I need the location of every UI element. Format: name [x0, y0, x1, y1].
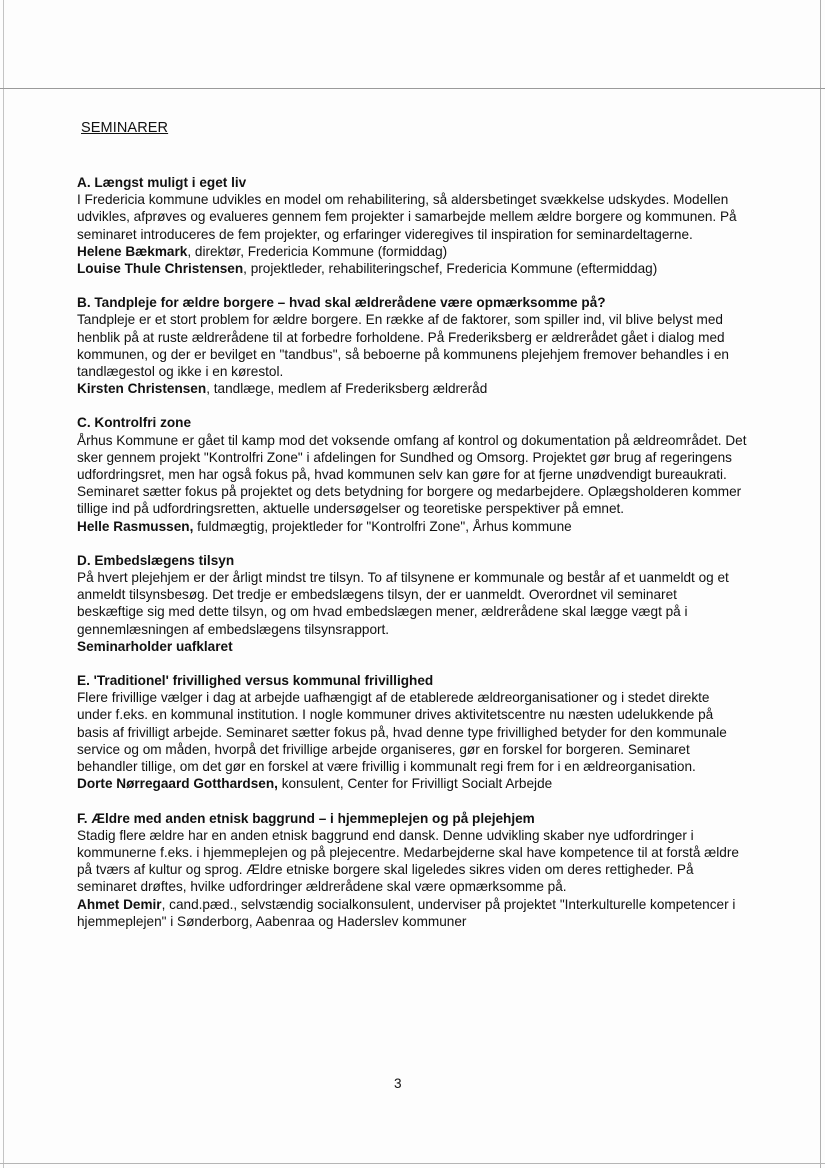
seminar-section-d	[77, 552, 747, 655]
seminar-section-b	[77, 294, 747, 397]
speaker-role: konsulent, Center for Frivilligt Socialt Arbejde	[277, 776, 553, 792]
speaker-name: Ahmet Demir	[77, 896, 162, 912]
scan-edge-top	[0, 88, 825, 89]
speaker-name: Helene Bækmark	[77, 243, 188, 259]
section-body: Stadig flere ældre har en anden etnisk baggrund end dansk. Denne udvikling skaber nye udfordringer i kommunerne f.eks. i hjemmeplejen og på plejecentre. Medarbejderne skal have kompetence til at forstå ældre på tværs af kultur og sprog. Ældre etniske borgere skal ligeledes sikres viden om deres rettigheder. På seminaret drøftes, hvilke udfordringer ældrerådene skal være opmærksomme på.	[77, 827, 739, 895]
seminar-section-a	[77, 174, 747, 277]
speaker-name: Seminarholder uafklaret	[77, 638, 233, 654]
speaker-role: , cand.pæd., selvstændig socialkonsulent, underviser på projektet "Interkulturelle kompetencer i hjemmeplejen" i Sønderborg, Aabenraa og Haderslev kommuner	[77, 896, 736, 929]
scan-edge-left	[3, 0, 4, 1168]
seminar-section-f	[77, 810, 747, 930]
speaker-line	[77, 260, 747, 277]
scan-edge-bottom	[0, 1163, 825, 1164]
section-body: Tandpleje er et stort problem for ældre borgere. En række af de faktorer, som spiller ind, vil blive belyst med henblik på at ruste ældrerådene til at forbedre forholdene. På Frederiksberg er ældrerådet gået i dialog med kommunen, og der er bevilget en "tandbus", så beboerne på kommunens plejehjem fremover behandles i en tandlægestol og ikke i en kørestol.	[77, 312, 729, 380]
speaker-name: Louise Thule Christensen	[77, 261, 244, 277]
speaker-name: Helle Rasmussen,	[77, 518, 194, 534]
speaker-role: , projektleder, rehabiliteringschef, Fredericia Kommune (eftermiddag)	[243, 261, 658, 277]
speaker-role: fuldmægtig, projektleder for "Kontrolfri Zone", Århus kommune	[193, 518, 572, 534]
section-body: Århus Kommune er gået til kamp mod det voksende omfang af kontrol og dokumentation på ældreområdet. Det sker gennem projekt "Kontrolfri Zone" i afdelingen for Sundhed og Omsorg. Projektet gør brug af regeringens udfordringsret, men har også fokus på, hvad kommunen selv kan gøre for at fjerne unødvendigt bureaukrati. Seminaret sætter fokus på projektet og dets betydning for borgere og medarbejdere. Oplægsholderen kommer tillige ind på udfordringsretten, aktuelle undersøgelser og teoretiske perspektiver på emnet.	[77, 432, 747, 517]
section-body: I Fredericia kommune udvikles en model om rehabilitering, så aldersbetinget svækkelse udskydes. Modellen udvikles, afprøves og evalueres gennem fem projekter i samarbejde mellem ældre borgere og kommunen. På seminaret introduceres de fem projekter, og erfaringer videregives til inspiration for seminardeltagerne.	[77, 192, 737, 242]
section-body: På hvert plejehjem er der årligt mindst tre tilsyn. To af tilsynene er kommunale og består af et uanmeldt og et anmeldt tilsynsbesøg. Det tredje er embedslægens tilsyn, der er uanmeldt. Overordnet vil seminaret beskæftige sig med dette tilsyn, og om hvad embedslægen mener, ældrerådene skal lægge vægt på i gennemlæsningen af embedslægens tilsynsrapport.	[77, 570, 729, 637]
scan-edge-right	[820, 0, 821, 1168]
speaker-line	[77, 518, 747, 535]
speaker-role: , tandlæge, medlem af Frederiksberg ældreråd	[206, 381, 488, 397]
seminar-section-e	[77, 672, 747, 792]
seminar-list	[77, 174, 747, 947]
speaker-name: Dorte Nørregaard Gotthardsen,	[77, 776, 278, 792]
section-title: A. Længst muligt i eget liv	[77, 175, 247, 190]
page-title: SEMINARER	[81, 120, 169, 136]
page-number: 3	[394, 1076, 402, 1091]
speaker-line	[77, 775, 747, 792]
seminar-section-c	[77, 414, 747, 534]
section-body: Flere frivillige vælger i dag at arbejde uafhængigt af de etablerede ældreorganisationer og i stedet direkte under f.eks. en kommunal institution. I nogle kommuner drives aktivitetscentre nu næsten udelukkende på basis af frivilligt arbejde. Seminaret sætter fokus på, hvad denne type frivillighed betyder for den kommunale service og om måden, hvorpå det frivillige arbejde organiseres, gør en forskel for borgeren. Seminaret behandler tillige, om det gør en forskel at være frivillig i kommunalt regi frem for i en ældreorganisation.	[77, 690, 727, 775]
speaker-name: Kirsten Christensen	[77, 381, 207, 397]
section-title: B. Tandpleje for ældre borgere – hvad skal ældrerådene være opmærksomme på?	[77, 295, 606, 311]
speaker-line	[77, 243, 747, 260]
section-title: C. Kontrolfri zone	[77, 415, 192, 431]
speaker-line	[77, 896, 747, 930]
speaker-line	[77, 380, 747, 397]
speaker-role: , direktør, Fredericia Kommune (formiddag)	[187, 243, 448, 259]
section-title: D. Embedslægens tilsyn	[77, 552, 235, 568]
section-title: F. Ældre med anden etnisk baggrund – i hjemmeplejen og på plejehjem	[77, 810, 535, 826]
speaker-line	[77, 638, 747, 655]
section-title: E. 'Traditionel' frivillighed versus kommunal frivillighed	[77, 673, 434, 689]
